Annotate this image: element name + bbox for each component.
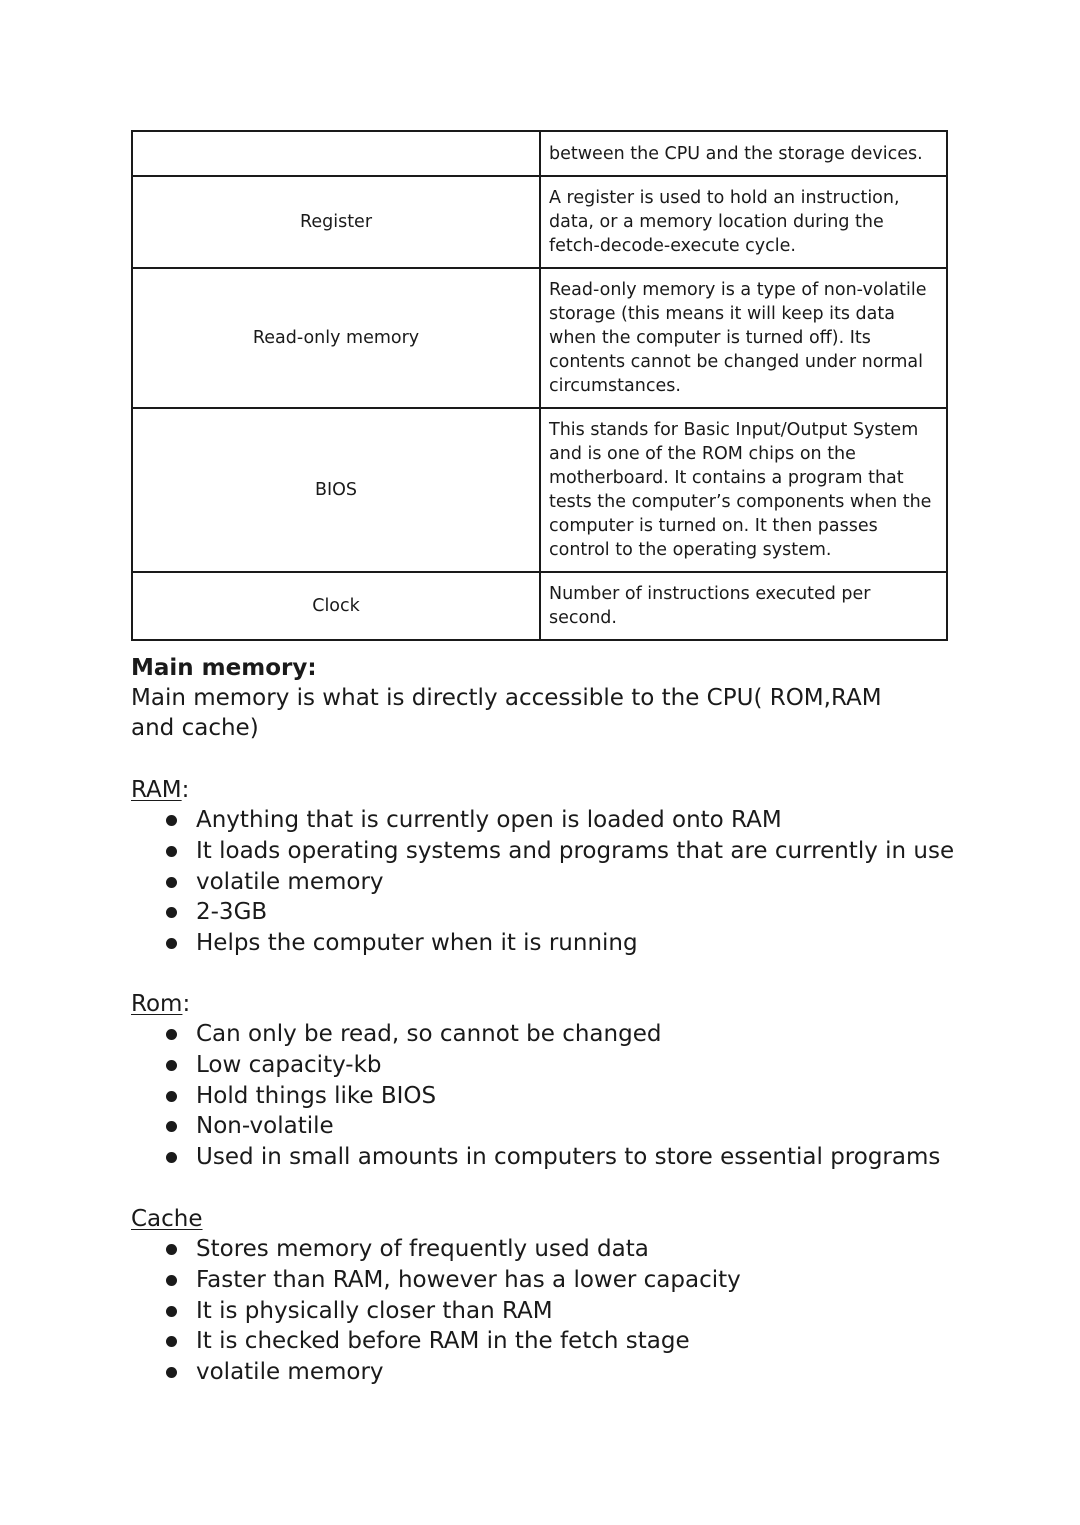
list-item xyxy=(162,1081,940,1112)
term-cell: Clock xyxy=(132,572,540,640)
bullet-icon xyxy=(166,1275,177,1286)
list-item-text: It is physically closer than RAM xyxy=(196,1297,553,1324)
list-item xyxy=(162,867,954,898)
bullet-icon xyxy=(166,907,177,918)
list-item xyxy=(162,1111,940,1142)
list-item-text: 2-3GB xyxy=(196,899,268,926)
list-item-text: It loads operating systems and programs that are currently in use xyxy=(196,837,955,864)
ram-title-suffix: : xyxy=(181,777,190,803)
term-cell: Read-only memory xyxy=(132,268,540,408)
list-item-text: Anything that is currently open is loaded onto RAM xyxy=(196,807,782,833)
rom-subheading xyxy=(131,989,190,1019)
main-memory-intro: Main memory is what is directly accessible to the CPU( ROM,RAM and cache) xyxy=(131,685,882,741)
ram-list xyxy=(162,805,954,959)
bullet-icon xyxy=(166,1244,177,1255)
terms-table xyxy=(131,130,948,641)
list-item-text: Faster than RAM, however has a lower capacity xyxy=(196,1266,741,1293)
cache-subheading xyxy=(131,1204,203,1234)
bullet-icon xyxy=(166,1091,177,1102)
definition-cell: A register is used to hold an instruction, data, or a memory location during the fetch-decode-execute cycle. xyxy=(540,176,947,268)
list-item-text: volatile memory xyxy=(196,868,384,895)
list-item xyxy=(162,1050,940,1081)
rom-title-suffix: : xyxy=(182,991,191,1017)
bullet-icon xyxy=(166,938,177,949)
ram-title: RAM xyxy=(131,777,182,803)
bullet-icon xyxy=(166,1060,177,1071)
list-item xyxy=(162,897,954,928)
bullet-icon xyxy=(166,1306,177,1317)
list-item-text: Non-volatile xyxy=(196,1113,334,1140)
list-item xyxy=(162,1142,940,1173)
term-cell xyxy=(132,131,540,176)
rom-title: Rom xyxy=(131,991,183,1017)
bullet-icon xyxy=(166,846,177,857)
list-item xyxy=(162,1265,741,1296)
definition-cell: Number of instructions executed per second. xyxy=(540,572,947,640)
ram-subheading xyxy=(131,775,189,805)
list-item xyxy=(162,1019,940,1050)
table-row xyxy=(132,176,947,268)
bullet-icon xyxy=(166,1152,177,1163)
table-row xyxy=(132,131,947,176)
list-item xyxy=(162,1234,741,1265)
table-row xyxy=(132,268,947,408)
table-row xyxy=(132,572,947,640)
list-item xyxy=(162,1357,741,1388)
definition-cell: This stands for Basic Input/Output System and is one of the ROM chips on the motherboard. It contains a program that tests the computer’s components when the computer is turned on. It then passes control to the operating system. xyxy=(540,408,947,572)
bullet-icon xyxy=(166,1336,177,1347)
list-item-text: volatile memory xyxy=(196,1359,384,1386)
definition-cell: Read-only memory is a type of non-volatile storage (this means it will keep its data when the computer is turned off). Its contents cannot be changed under normal circumstances. xyxy=(540,268,947,408)
bullet-icon xyxy=(166,877,177,888)
main-memory-heading: Main memory: xyxy=(131,655,317,681)
list-item xyxy=(162,928,954,959)
cache-list xyxy=(162,1234,741,1388)
bullet-icon xyxy=(166,815,177,826)
definition-cell: between the CPU and the storage devices. xyxy=(540,131,947,176)
table-row xyxy=(132,408,947,572)
list-item xyxy=(162,836,954,867)
list-item-text: Low capacity-kb xyxy=(196,1051,382,1078)
term-cell: BIOS xyxy=(132,408,540,572)
list-item-text: Can only be read, so cannot be changed xyxy=(196,1021,662,1047)
list-item xyxy=(162,1296,741,1327)
list-item-text: Stores memory of frequently used data xyxy=(196,1236,649,1262)
term-cell: Register xyxy=(132,176,540,268)
list-item-text: Hold things like BIOS xyxy=(196,1082,437,1109)
list-item-text: Used in small amounts in computers to store essential programs xyxy=(196,1144,941,1171)
bullet-icon xyxy=(166,1029,177,1040)
cache-title: Cache xyxy=(131,1206,203,1232)
bullet-icon xyxy=(166,1121,177,1132)
list-item-text: It is checked before RAM in the fetch stage xyxy=(196,1328,690,1355)
list-item xyxy=(162,805,954,836)
list-item xyxy=(162,1326,741,1357)
rom-list xyxy=(162,1019,940,1173)
bullet-icon xyxy=(166,1367,177,1378)
list-item-text: Helps the computer when it is running xyxy=(196,930,638,957)
